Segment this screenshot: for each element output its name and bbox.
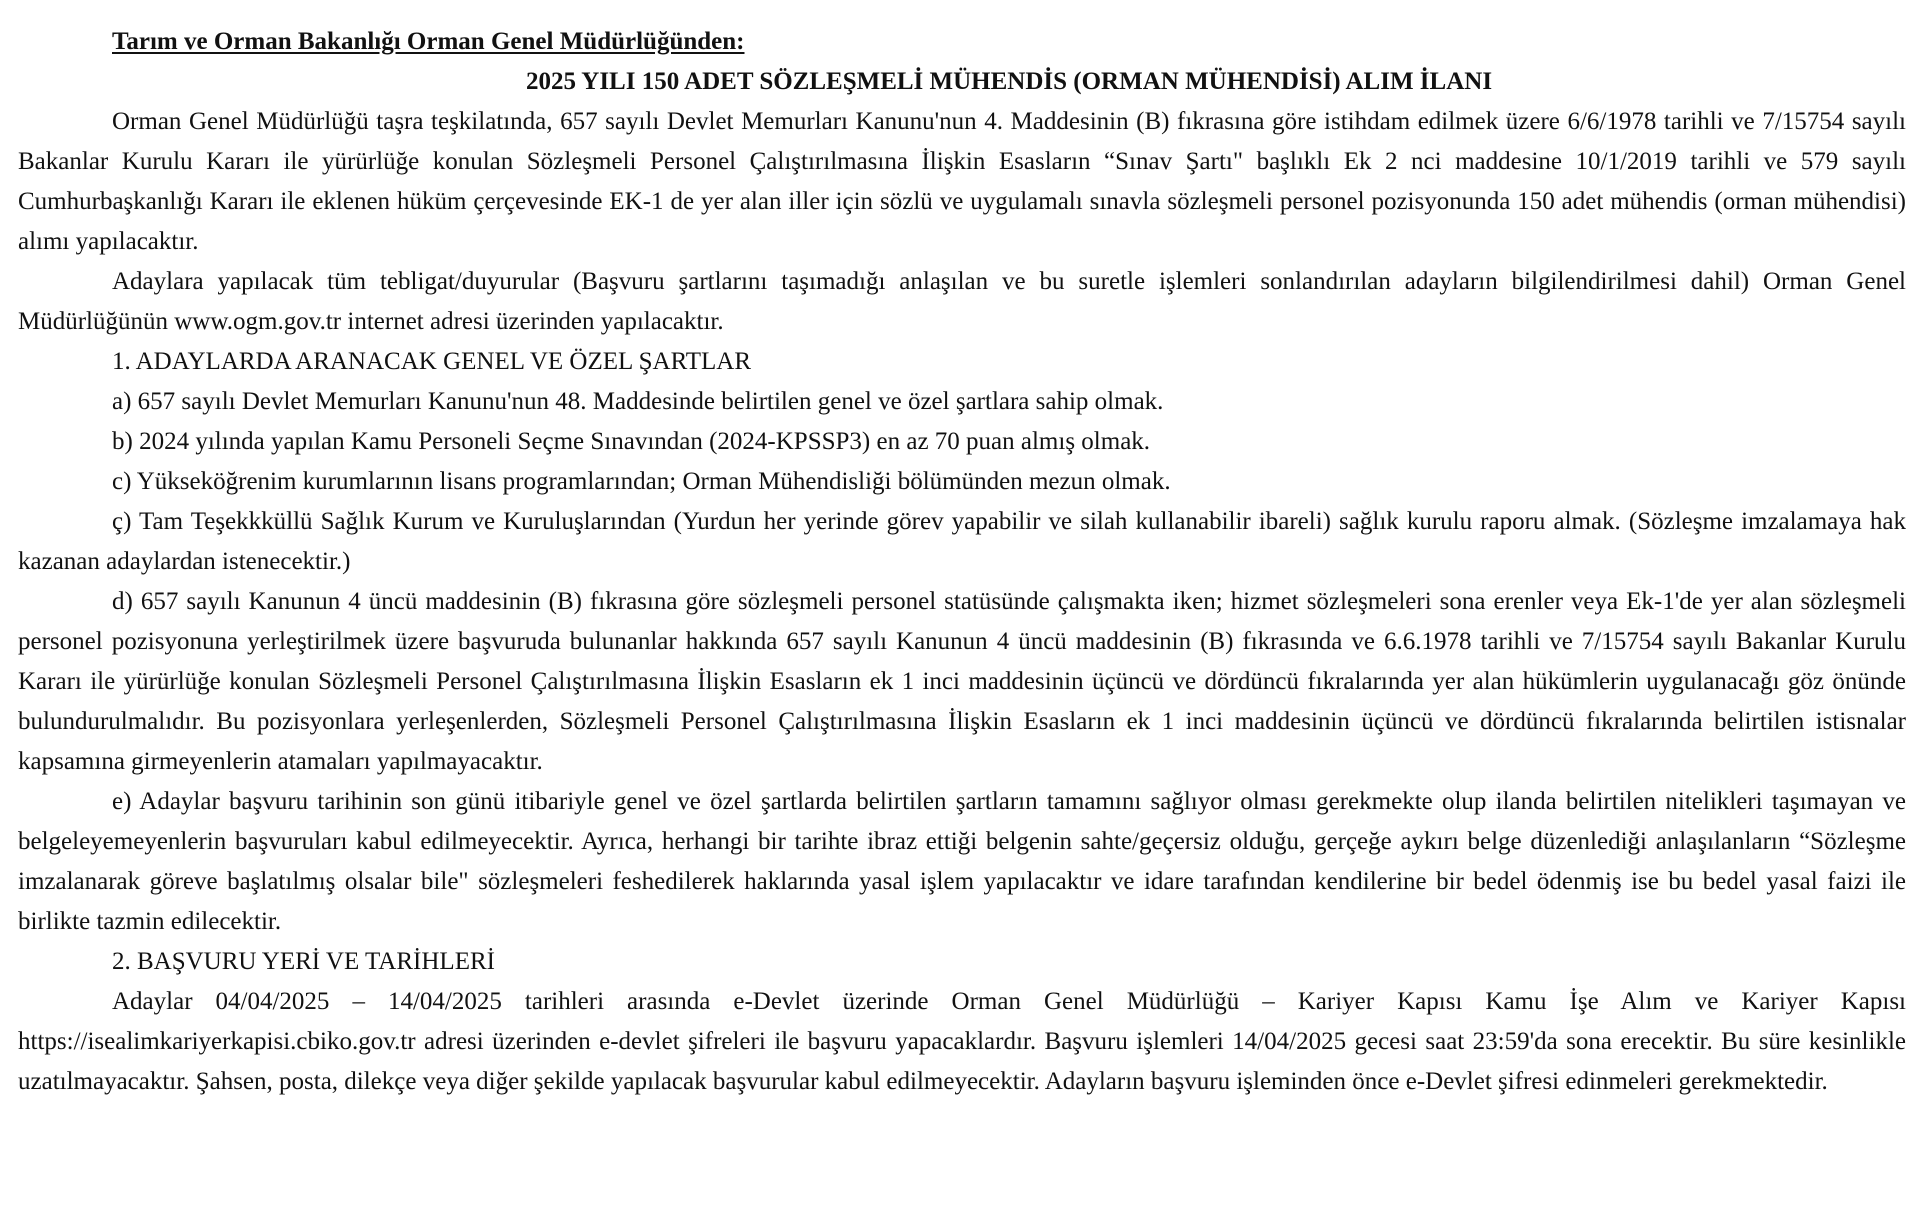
notice-paragraph: Adaylara yapılacak tüm tebligat/duyurular (Başvuru şartlarını taşımadığı anlaşılan ve bu suretle işlemleri sonlandırılan adayların bilgilendirilmesi dahil) Orman Genel Müdürlüğünün www.ogm.gov.tr internet adresi üzerinden yapılacaktır. bbox=[18, 268, 1906, 335]
requirement-c: c) Yükseköğrenim kurumlarının lisans programlarından; Orman Mühendisliği bölümünden mezun olmak. bbox=[112, 468, 1171, 495]
announcement-title: 2025 YILI 150 ADET SÖZLEŞMELİ MÜHENDİS (ORMAN MÜHENDİSİ) ALIM İLANI bbox=[525, 68, 1493, 95]
intro-paragraph: Orman Genel Müdürlüğü taşra teşkilatında, 657 sayılı Devlet Memurları Kanunu'nun 4. Maddesinin (B) fıkrasına göre istihdam edilmek üzere 6/6/1978 tarihli ve 7/15754 sayılı Bakanlar Kurulu Kararı ile yürürlüğe konulan Sözleşmeli Personel Çalıştırılmasına İlişkin Esasların “Sınav Şartı" başlıklı Ek 2 nci maddesine 10/1/2019 tarihli ve 579 sayılı Cumhurbaşkanlığı Kararı ile eklenen hüküm çerçevesinde EK-1 de yer alan iller için sözlü ve uygulamalı sınavla sözleşmeli personel pozisyonunda 150 adet mühendis (orman mühendisi) alımı yapılacaktır. bbox=[18, 108, 1906, 255]
requirement-cc: ç) Tam Teşekkküllü Sağlık Kurum ve Kuruluşlarından (Yurdun her yerinde görev yapabilir ve silah kullanabilir ibareli) sağlık kurulu raporu almak. (Sözleşme imzalamaya hak kazanan adaylardan istenecektir.) bbox=[18, 508, 1906, 575]
requirement-b: b) 2024 yılında yapılan Kamu Personeli Seçme Sınavından (2024-KPSSP3) en az 70 puan almış olmak. bbox=[112, 428, 1151, 455]
application-paragraph: Adaylar 04/04/2025 – 14/04/2025 tarihleri arasında e-Devlet üzerinde Orman Genel Müdürlüğü – Kariyer Kapısı Kamu İşe Alım ve Kariyer Kapısı https://isealimkariyerkapisi.cbiko.gov.tr adresi üzerinden e-devlet şifreleri ile başvuru yapacaklardır. Başvuru işlemleri 14/04/2025 gecesi saat 23:59'da sona erecektir. Bu süre kesinlikle uzatılmayacaktır. Şahsen, posta, dilekçe veya diğer şekilde yapılacak başvurular kabul edilmeyecektir. Adayların başvuru işleminden önce e-Devlet şifresi edinmeleri gerekmektedir. bbox=[18, 988, 1906, 1095]
requirement-e: e) Adaylar başvuru tarihinin son günü itibariyle genel ve özel şartlarda belirtilen şartların tamamını sağlıyor olması gerekmekte olup ilanda belirtilen nitelikleri taşımayan ve belgeleyemeyenlerin başvuruları kabul edilmeyecektir. Ayrıca, herhangi bir tarihte ibraz ettiği belgenin sahte/geçersiz olduğu, gerçeğe aykırı belge düzenlediği anlaşılanların “Sözleşme imzalanarak göreve başlatılmış olsalar bile" sözleşmeleri feshedilerek haklarında yasal işlem yapılacaktır ve idare tarafından kendilerine bir bedel ödenmiş ise bu bedel yasal faizi ile birlikte tazmin edilecektir. bbox=[18, 788, 1906, 935]
issuing-organization: Tarım ve Orman Bakanlığı Orman Genel Müdürlüğünden: bbox=[112, 28, 745, 55]
section-1-heading: 1. ADAYLARDA ARANACAK GENEL VE ÖZEL ŞARTLAR bbox=[112, 348, 752, 375]
section-2-heading: 2. BAŞVURU YERİ VE TARİHLERİ bbox=[112, 948, 495, 975]
requirement-d: d) 657 sayılı Kanunun 4 üncü maddesinin (B) fıkrasına göre sözleşmeli personel statüsünde çalışmakta iken; hizmet sözleşmeleri sona erenler veya Ek-1'de yer alan sözleşmeli personel pozisyonuna yerleştirilmek üzere başvuruda bulunanlar hakkında 657 sayılı Kanunun 4 üncü maddesinin (B) fıkrasında ve 6.6.1978 tarihli ve 7/15754 sayılı Bakanlar Kurulu Kararı ile yürürlüğe konulan Sözleşmeli Personel Çalıştırılmasına İlişkin Esasların ek 1 inci maddesinin üçüncü ve dördüncü fıkralarında yer alan hükümlerin uygulanacağı göz önünde bulundurulmalıdır. Bu pozisyonlara yerleşenlerden, Sözleşmeli Personel Çalıştırılmasına İlişkin Esasların ek 1 inci maddesinin üçüncü ve dördüncü fıkralarında belirtilen istisnalar kapsamına girmeyenlerin atamaları yapılmayacaktır. bbox=[18, 588, 1906, 775]
requirement-a: a) 657 sayılı Devlet Memurları Kanunu'nun 48. Maddesinde belirtilen genel ve özel şartlara sahip olmak. bbox=[112, 388, 1164, 415]
